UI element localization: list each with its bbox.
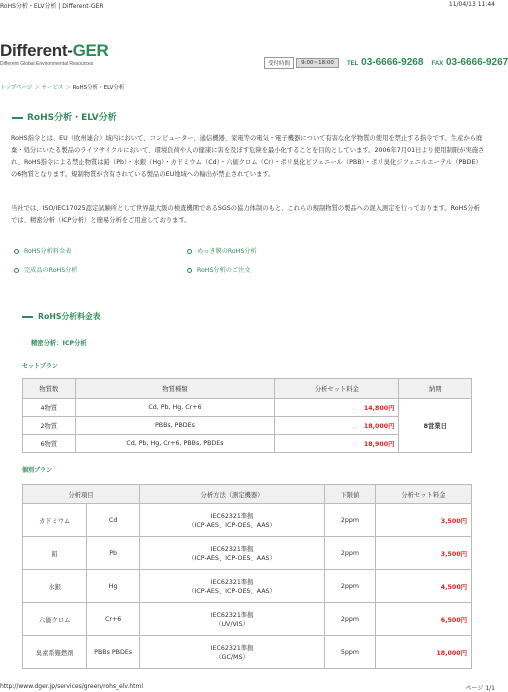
table-header: 分析セット料金	[375, 485, 471, 504]
print-footer-url: http://www.dger.jp/services/green/rohs_elv.html	[0, 683, 144, 690]
table-header: 物質数	[23, 379, 76, 399]
hours-value: 9:00~18:00	[296, 58, 339, 68]
table-row	[23, 570, 472, 603]
table-cell: 2ppm	[325, 504, 376, 537]
fax-number: FAX 03-6666-9267	[431, 57, 508, 68]
table-header: 分析方法（測定機器）	[139, 485, 324, 504]
bullet-icon	[187, 249, 192, 254]
print-header-title: RoHS分析・ELV分析 | Different-GER	[0, 3, 104, 10]
phone-number[interactable]: TEL 03-6666-9268	[347, 57, 424, 68]
table-cell: PBBs, PBDEs	[75, 417, 275, 435]
intro-paragraph: RoHS指令とは、EU（欧州連合）域内において、コンピューター、通信機器、家電等の電気・電子機器について有害な化学物質の使用を禁止する指令です。生産から廃棄・処分にいたる製品のライフサイクルにおいて、環境負荷や人の健康に害を及ぼす危険を最小化することを目的としています。2006年7月01日より使用制限が実施され、RoHS指令による禁止物質は鉛（Pb）・水銀（Hg）・カドミウム（Cd）・六価クロム（Cr）・ポリ臭化ビフェニール（PBB）・ポリ臭化ジフェニルエーテル（PBDE）の6物質となります。規制物質が含有されている製品のEU地域への輸出が禁止されています。	[11, 135, 485, 178]
logo-tagline: Different Global Environmental Resources	[0, 61, 94, 67]
print-header	[0, 0, 495, 10]
table-header: 分析項目	[23, 485, 140, 504]
price-cell: 18,000円	[375, 636, 471, 669]
print-header-datetime: 11/04/13 11:44	[448, 1, 495, 8]
service-paragraph: 当社では、ISO/IEC17025認定試験所として世界最大級の検査機関であるSGSの協力体制のもと、これらの規制物質の製品への混入測定を行っております。RoHS分析では、精密分析（ICP分析）と簡易分析をご用意しております。	[11, 205, 480, 224]
breadcrumb-separator: ＞	[65, 85, 71, 91]
price-cell: 3,500円	[375, 537, 471, 570]
table-row	[23, 399, 472, 417]
link-plating-rohs[interactable]: めっき膜のRoHS分析	[187, 246, 257, 255]
table-header: 物質種類	[75, 379, 275, 399]
price-cell: 18,900円	[275, 435, 399, 453]
breadcrumb-separator: ＞	[34, 85, 40, 91]
table-cell: 4物質	[23, 399, 76, 417]
table-header: 納期	[399, 379, 472, 399]
bullet-icon	[187, 268, 192, 273]
table-cell: 2ppm	[325, 537, 376, 570]
table-cell: 2ppm	[325, 570, 376, 603]
table-row	[23, 636, 472, 669]
price-cell: 4,500円	[375, 570, 471, 603]
site-logo[interactable]	[0, 42, 109, 67]
logo-wordmark: Different-GER	[0, 41, 109, 60]
breadcrumb-services-link[interactable]: サービス	[41, 85, 64, 91]
table-cell: Hg	[87, 570, 140, 603]
method-cell: IEC62321準拠 （ICP-AES、ICP-OES、AAS）	[139, 537, 324, 570]
sub-label: 精密分析：ICP分析	[31, 340, 87, 347]
method-cell: IEC62321準拠 （ICP-AES、ICP-OES、AAS）	[139, 570, 324, 603]
set-plan-table	[22, 378, 472, 453]
table-cell: 鉛	[23, 537, 87, 570]
print-footer-page: ページ 1/1	[465, 685, 495, 692]
table-header: 下限値	[325, 485, 376, 504]
section-title: RoHS分析料金表	[22, 311, 101, 322]
price-cell: 6,500円	[375, 603, 471, 636]
price-cell: 3,500円	[375, 504, 471, 537]
table-cell: Cd	[87, 504, 140, 537]
table-cell: カドミウム	[23, 504, 87, 537]
table-cell: 六価クロム	[23, 603, 87, 636]
table-cell: 臭素系難燃剤	[23, 636, 87, 669]
bullet-icon	[14, 268, 19, 273]
contact-info	[264, 52, 508, 71]
link-rohs-price-list[interactable]: RoHS分析料金表	[14, 246, 71, 255]
table-header: 分析セット料金	[275, 379, 399, 399]
method-cell: IEC62321準拠 （UV/VIS）	[139, 603, 324, 636]
delivery-cell: 8営業日	[399, 399, 472, 453]
method-cell: IEC62321準拠 （GC/MS）	[139, 636, 324, 669]
table-row	[23, 504, 472, 537]
table-row	[23, 537, 472, 570]
table-cell: 2ppm	[325, 603, 376, 636]
breadcrumb-home-link[interactable]: トップページ	[0, 85, 33, 91]
individual-plan-table	[22, 484, 472, 669]
price-cell: 14,800円	[275, 399, 399, 417]
table-cell: 水銀	[23, 570, 87, 603]
table-row	[23, 603, 472, 636]
table-cell: Pb	[87, 537, 140, 570]
hours-label: 受付時間	[264, 57, 294, 69]
price-cell: 18,000円	[275, 417, 399, 435]
table-cell: Cr+6	[87, 603, 140, 636]
bullet-icon	[14, 249, 19, 254]
table-cell: Cd, Pb, Hg, Cr+6	[75, 399, 275, 417]
page-title: RoHS分析・ELV分析	[12, 110, 117, 123]
individual-plan-label: 個別プラン	[22, 467, 53, 474]
set-plan-label: セットプラン	[22, 363, 58, 370]
table-cell: 5ppm	[325, 636, 376, 669]
table-cell: 2物質	[23, 417, 76, 435]
breadcrumb	[0, 83, 124, 91]
breadcrumb-current: RoHS分析・ELV分析	[72, 85, 125, 91]
method-cell: IEC62321準拠 （ICP-AES、ICP-OES、AAS）	[139, 504, 324, 537]
table-cell: PBBs PBDEs	[87, 636, 140, 669]
print-footer	[0, 683, 495, 692]
link-finished-product-rohs[interactable]: 完成品のRoHS分析	[14, 265, 78, 274]
table-cell: Cd, Pb, Hg, Cr+6, PBBs, PBDEs	[75, 435, 275, 453]
link-rohs-order[interactable]: RoHS分析のご注文	[187, 265, 251, 274]
table-cell: 6物質	[23, 435, 76, 453]
